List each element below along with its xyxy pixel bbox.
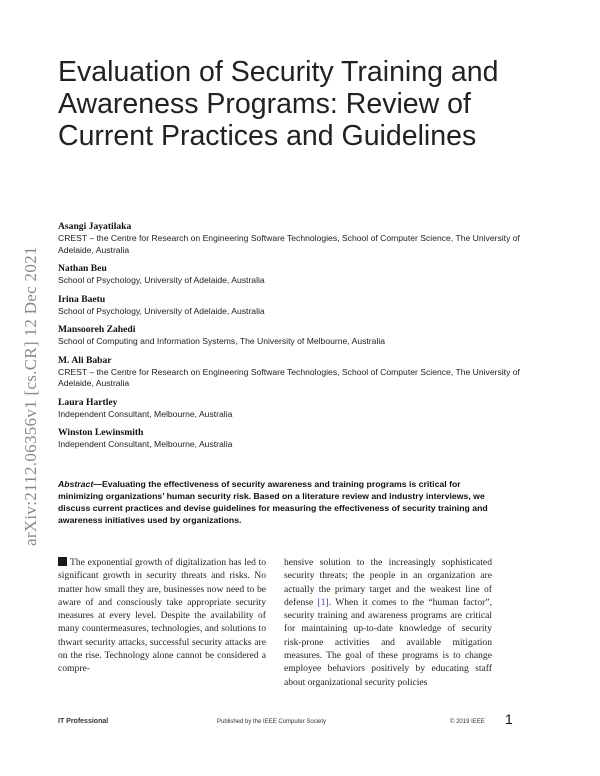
author-name: Winston Lewinsmith <box>58 427 144 438</box>
footer-copyright: © 2019 IEEE <box>450 719 485 725</box>
body-column-left <box>58 556 266 676</box>
footer-journal: IT Professional <box>58 718 109 725</box>
section-start-square-icon <box>58 557 67 566</box>
author-entry <box>58 427 528 451</box>
body-text-right-part1: hensive solution to the increasingly sophisticated security threats; the people in an organization are actually the primary target and the weakest line of defense <box>284 557 492 608</box>
paper-title: Evaluation of Security Training and Awareness Programs: Review of Current Practices and Guidelines <box>58 56 499 152</box>
abstract-text: —Evaluating the effectiveness of security awareness and training programs is critical for minimizing organizations’ human security risk. Based on a literature review and industry interviews, we discuss current practices and devise guidelines for measuring the effectiveness of security training and awareness initiatives used by organizations. <box>58 479 488 525</box>
author-name: Mansooreh Zahedi <box>58 324 136 335</box>
author-affiliation: School of Computing and Information Systems, The University of Melbourne, Australia <box>58 336 386 346</box>
author-entry <box>58 263 528 287</box>
author-affiliation: School of Psychology, University of Adelaide, Australia <box>58 305 265 316</box>
author-affiliation: CREST – the Centre for Research on Engineering Software Technologies, School of Computer Science, The University of Adelaide, Australia <box>58 233 520 255</box>
author-entry <box>58 397 528 421</box>
author-name: Laura Hartley <box>58 396 118 408</box>
footer-publisher: Published by the IEEE Computer Society <box>217 719 327 725</box>
author-affiliation: School of Psychology, University of Adelaide, Australia <box>58 275 265 285</box>
author-entry <box>58 221 528 256</box>
author-entry <box>58 294 528 318</box>
author-affiliation: Independent Consultant, Melbourne, Australia <box>58 439 233 449</box>
abstract-label: Abstract <box>58 479 94 489</box>
body-text-right-part2: . When it comes to the “human factor”, security training and awareness programs are critical for maintaining up-to-date knowledge of security risk-prone activities and available mitigation measures. The goal of these programs is to change employee behaviors positively by educating staff about organizational security policies <box>284 596 492 688</box>
author-name: Asangi Jayatilaka <box>58 221 132 232</box>
author-name: Nathan Beu <box>58 263 107 274</box>
author-list <box>58 221 528 458</box>
citation-link[interactable]: [1] <box>317 596 329 608</box>
author-affiliation: Independent Consultant, Melbourne, Australia <box>58 408 233 419</box>
author-entry <box>58 324 528 348</box>
body-text-left: The exponential growth of digitalization has led to significant growth in security threats and risks. No matter how small they are, businesses now need to be aware of and consciously take appropriate security measures at every level. Despite the availability of many countermeasures, technologies, and solutions to thwart security attacks, successful security attacks are on the rise. Technology alone cannot be considered a compre- <box>58 557 266 675</box>
page-number: 1 <box>505 711 513 727</box>
abstract <box>58 478 488 526</box>
arxiv-identifier: arXiv:2112.06356v1 [cs.CR] 12 Dec 2021 <box>21 246 40 546</box>
author-affiliation: CREST – the Centre for Research on Engineering Software Technologies, School of Computer Science, The University of Adelaide, Australia <box>58 366 520 388</box>
author-entry <box>58 355 528 390</box>
author-name: M. Ali Babar <box>58 354 112 366</box>
body-column-right <box>284 556 492 689</box>
author-name: Irina Baetu <box>58 293 106 305</box>
